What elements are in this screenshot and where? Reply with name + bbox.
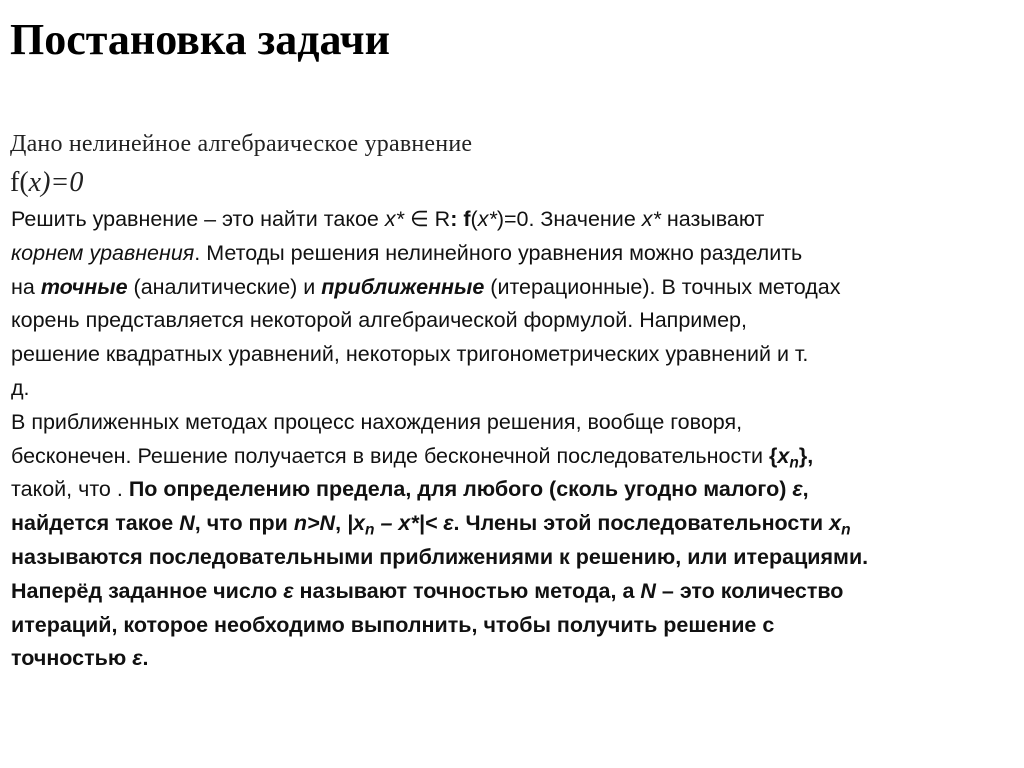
sequence-x: x xyxy=(777,443,790,468)
text-run: . Члены этой последовательности xyxy=(453,511,830,536)
text-run: , xyxy=(802,477,809,502)
p1-line-4: корень представляется некоторой алгебраической формулой. Например, xyxy=(11,308,747,333)
term-exact: точные xyxy=(40,274,128,299)
body-text xyxy=(11,203,1016,676)
text-run: ( xyxy=(470,207,478,231)
condition-n-gt-N: n>N xyxy=(293,511,336,536)
text-run: (итерационные). В точных методах xyxy=(484,274,841,299)
p2-line-1: В приближенных методах процесс нахождения решения, вообще говоря, xyxy=(11,409,743,434)
text-run: }, xyxy=(798,443,814,468)
epsilon: ε xyxy=(792,477,803,502)
text-run: . Методы решения нелинейного уравнения можно разделить xyxy=(194,240,803,265)
text-run: такой, что . xyxy=(11,477,129,502)
text-run: { xyxy=(769,443,778,468)
text-run: называются последовательными приближениями к решению, или итерациями. xyxy=(11,544,869,569)
epsilon: ε xyxy=(443,511,454,536)
intro-text: Дано нелинейное алгебраическое уравнение xyxy=(10,131,473,157)
formula-rest: )=0 xyxy=(41,167,84,198)
text-run: ∈ R xyxy=(403,207,451,231)
text-run: Наперёд заданное число xyxy=(11,578,284,603)
text-run: : xyxy=(450,207,458,231)
text-run: , xyxy=(335,511,348,536)
x-star: x* xyxy=(384,207,404,231)
abs-expr: |x xyxy=(347,511,366,536)
text-run: – это количество xyxy=(655,578,844,603)
symbol-N: N xyxy=(640,578,656,603)
subscript-n: n xyxy=(841,521,851,539)
formula-x: x xyxy=(28,167,42,198)
p2-line-7 xyxy=(11,609,1016,643)
equation-formula xyxy=(10,166,83,200)
text-run: точностью xyxy=(11,646,133,671)
p1-line-3 xyxy=(11,271,1016,305)
text-run: По определению предела, для любого (сколь угодно малого) xyxy=(128,477,793,502)
subscript-n: n xyxy=(365,521,375,539)
function-f: f xyxy=(463,207,471,231)
p2-line-4 xyxy=(11,507,1016,541)
p2-line-8 xyxy=(11,642,1016,676)
text-run: называют точностью метода, а xyxy=(293,578,641,603)
text-run: , что при xyxy=(194,511,294,536)
term-root: корнем уравнения xyxy=(11,240,195,265)
text-run: называют xyxy=(660,207,765,231)
p1-line-2 xyxy=(11,237,1016,271)
text-run: . xyxy=(142,646,149,671)
x-star: x* xyxy=(641,207,661,231)
p2-line-6 xyxy=(11,575,1016,609)
p2-line-2 xyxy=(11,440,1016,474)
slide-title: Постановка задачи xyxy=(10,15,390,64)
subscript-n: n xyxy=(789,453,799,471)
symbol-N: N xyxy=(179,511,195,536)
text-run: (аналитические) и xyxy=(127,274,322,299)
formula-f: f( xyxy=(10,167,29,198)
p2-line-3 xyxy=(11,473,1016,507)
x-star: x* xyxy=(477,207,497,231)
epsilon: ε xyxy=(283,578,294,603)
text-run: )=0. Значение xyxy=(496,207,642,231)
text-run: на xyxy=(11,274,41,299)
text-run: бесконечен. Решение получается в виде бесконечной последовательности xyxy=(11,443,770,468)
p1-line-5: решение квадратных уравнений, некоторых тригонометрических уравнений и т. xyxy=(11,342,809,367)
text-run: Решить уравнение – это найти такое xyxy=(11,207,385,231)
text-run: итераций, которое необходимо выполнить, чтобы получить решение с xyxy=(11,612,775,637)
p1-line-6: д. xyxy=(11,375,30,400)
p1-line-1 xyxy=(11,203,1016,237)
epsilon: ε xyxy=(132,646,143,671)
sequence-x: x xyxy=(829,511,842,536)
text-run: найдется такое xyxy=(11,511,180,536)
term-approximate: приближенные xyxy=(321,274,485,299)
p2-line-5 xyxy=(11,541,1016,575)
abs-expr: – x*|< xyxy=(374,511,444,536)
